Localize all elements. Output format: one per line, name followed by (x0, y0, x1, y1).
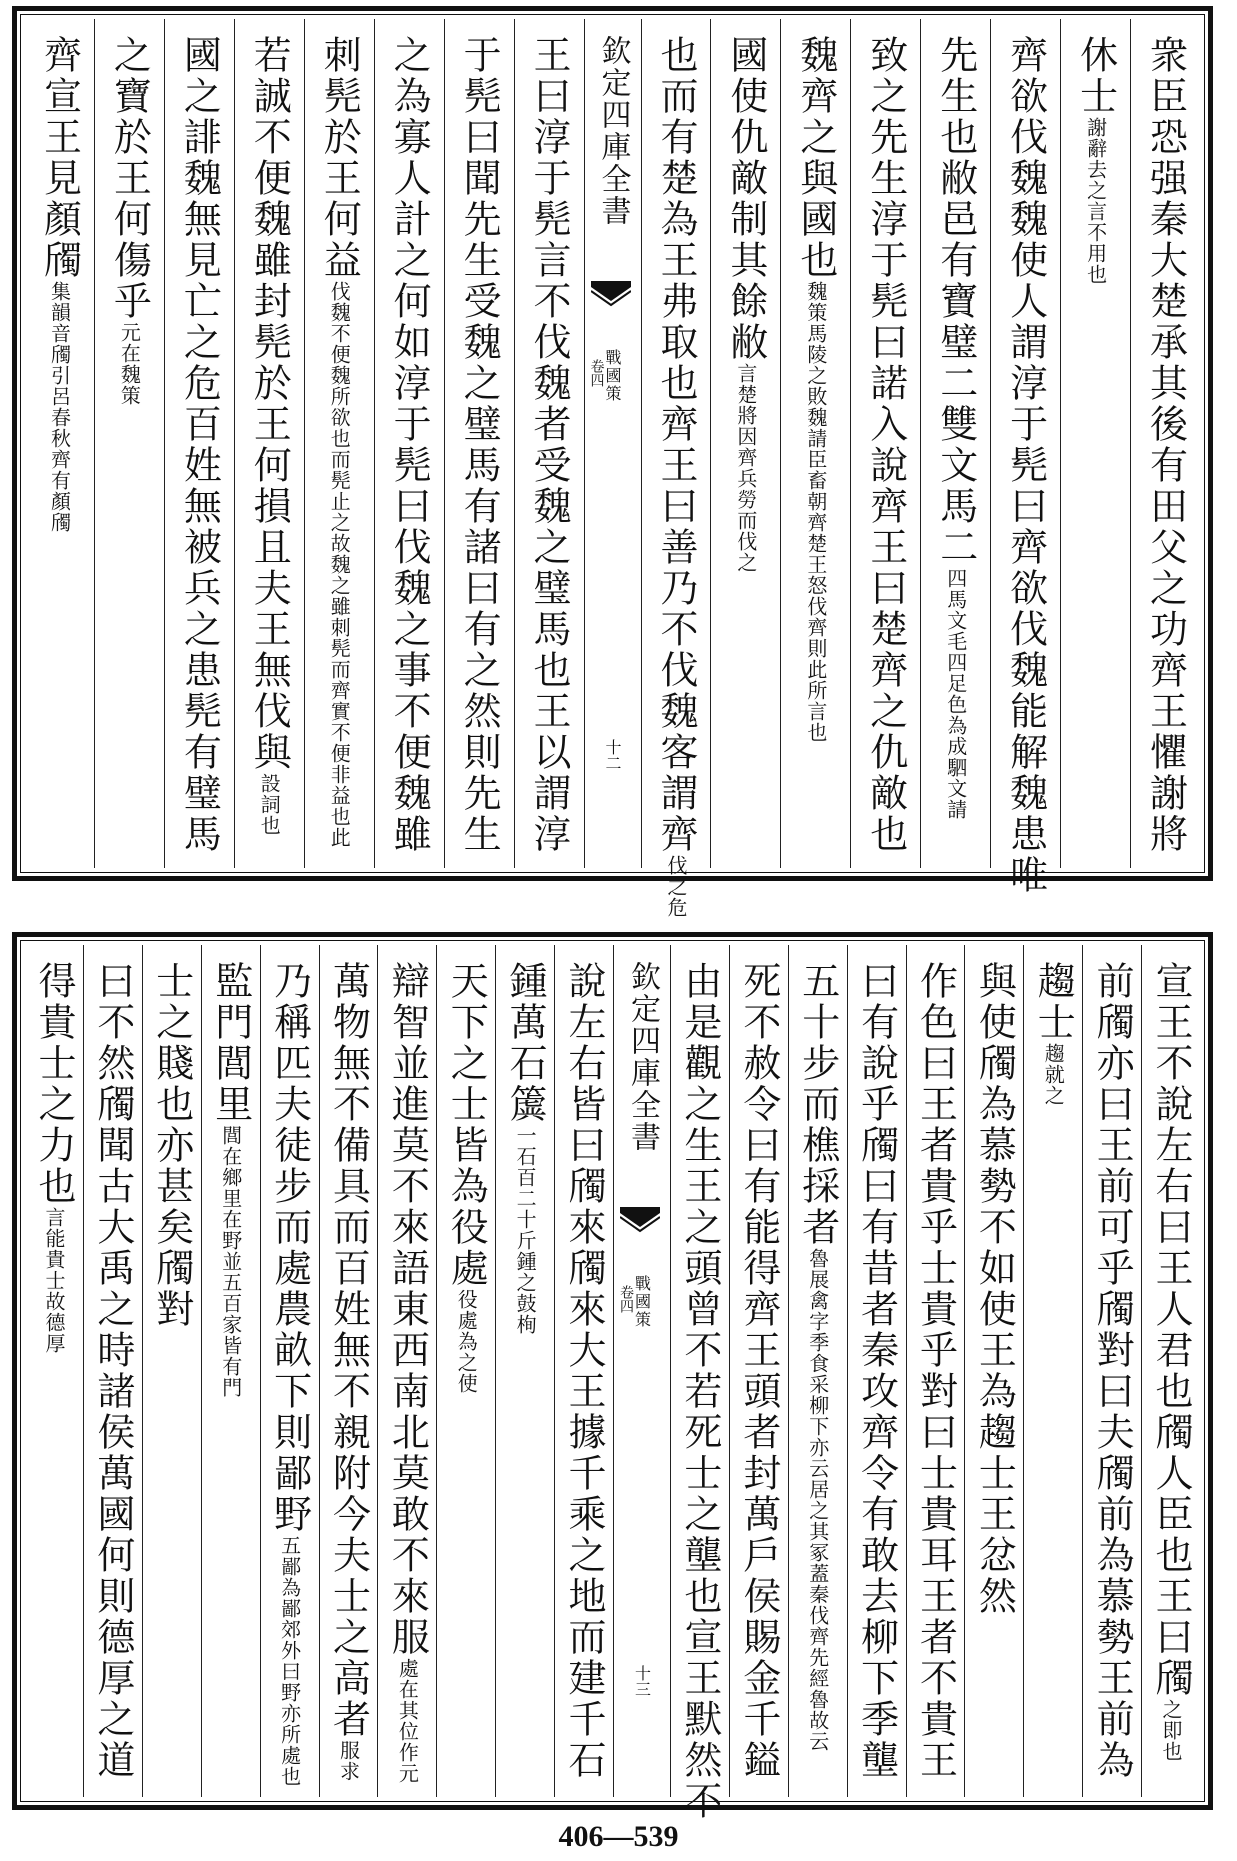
main-text: 乃稱匹夫徒步而處農畝下則鄙野 (267, 961, 312, 1535)
text-column (1130, 19, 1200, 868)
main-text: 由是觀之生王之頭曾不若死士之壟也宣王默然不 (677, 961, 722, 1822)
main-text: 先生也敝邑有寶璧二雙文馬二 (933, 35, 978, 568)
main-text: 國使仇敵制其餘敝 (723, 35, 768, 363)
text-column (920, 19, 990, 868)
main-text: 萬物無不備具而百姓無不親附今夫士之高者 (326, 961, 371, 1740)
text-column (83, 945, 142, 1797)
main-text: 監門閭里 (208, 961, 253, 1125)
main-text: 說左右皆曰斶來斶來大王據千乘之地而建千石 (562, 961, 607, 1781)
bottom-columns (25, 945, 1200, 1822)
commentary-note: 趨就之 (1041, 1043, 1066, 1106)
text-column (377, 945, 436, 1797)
text-column (495, 945, 554, 1797)
commentary-note: 伐之危 (663, 855, 688, 918)
text-column (142, 945, 201, 1797)
commentary-note: 魯展禽字季食采柳下亦云居之其冢蓋秦伐齊先經魯故云 (805, 1248, 830, 1752)
main-text: 得貴士之力也 (32, 961, 77, 1207)
main-text: 衆臣恐强秦大楚承其後有田父之功齊王懼謝將 (1143, 35, 1188, 855)
text-column (304, 19, 374, 868)
main-text: 趨士 (1031, 961, 1076, 1043)
text-column (514, 19, 584, 868)
text-column (964, 945, 1023, 1797)
main-text: 之為寡人計之何如淳于髡曰伐魏之事不便魏雖 (387, 35, 432, 855)
text-column (554, 945, 613, 1797)
folio-number: 十三 (632, 1665, 652, 1697)
main-text: 天下之士皆為役處 (444, 961, 489, 1289)
main-text: 五十步而樵採者 (795, 961, 840, 1248)
fish-tail-icon (620, 1207, 660, 1233)
top-columns (25, 19, 1200, 918)
fish-tail-icon (591, 281, 631, 307)
main-text: 齊宣王見顏斶 (37, 35, 82, 281)
text-column (1023, 945, 1082, 1797)
page-number: 406—539 (558, 1820, 679, 1853)
main-text: 國之誹魏無見亡之危百姓無被兵之患髡有璧馬 (177, 35, 222, 855)
commentary-note: 謝辭去之言不用也 (1083, 117, 1108, 285)
main-text: 曰不然斶聞古大禹之時諸侯萬國何則德厚之道 (90, 961, 135, 1781)
text-column (201, 945, 260, 1797)
commentary-note: 伐魏不便魏所欲也而髡止之故魏之雖刺髡而齊實不便非益也此 (327, 281, 352, 848)
center-margin (584, 19, 641, 868)
commentary-note: 元在魏策 (117, 322, 142, 406)
text-column (850, 19, 920, 868)
text-column (1082, 945, 1141, 1797)
text-column (164, 19, 234, 868)
text-column (94, 19, 164, 868)
text-column (319, 945, 378, 1797)
main-text: 與使斶為慕勢不如使王為趨士王忿然 (972, 961, 1017, 1617)
collection-title: 欽定四庫全書 (624, 961, 660, 1153)
main-text: 于髡曰聞先生受魏之璧馬有諸曰有之然則先生 (457, 35, 502, 855)
main-text: 士之賤也亦甚矣斶對 (149, 961, 194, 1330)
book-title: 戰國策 (603, 349, 622, 403)
main-text: 之寶於王何傷乎 (107, 35, 152, 322)
commentary-note: 言能貴士故德厚 (42, 1207, 67, 1354)
commentary-note: 五鄙為鄙郊外曰野亦所處也 (277, 1535, 302, 1787)
text-column (729, 945, 788, 1797)
main-text: 魏齊之與國也 (793, 35, 838, 281)
text-column (25, 19, 94, 868)
center-margin (613, 945, 670, 1797)
text-column (710, 19, 780, 868)
main-text: 曰有說乎斶曰有昔者秦攻齊令有敢去柳下季壟 (854, 961, 899, 1781)
text-column (1141, 945, 1200, 1797)
main-text: 若誠不便魏雖封髡於王何損且夫王無伐與 (247, 35, 292, 773)
book-title: 戰國策 (632, 1275, 652, 1329)
text-column (260, 945, 319, 1797)
commentary-note: 役處為之使 (454, 1289, 479, 1394)
main-text: 休士 (1073, 35, 1118, 117)
main-text: 刺髡於王何益 (317, 35, 362, 281)
commentary-note: 一石百二十斤鍾之鼓栒 (513, 1125, 538, 1335)
volume-label: 卷四 (617, 1285, 634, 1313)
text-column (25, 945, 83, 1797)
commentary-note: 服求 (336, 1740, 361, 1782)
commentary-note: 設詞也 (257, 773, 282, 836)
top-page-frame (12, 6, 1213, 918)
text-column (374, 19, 444, 868)
text-column (780, 19, 850, 868)
folio-number: 十二 (603, 739, 622, 771)
text-column (1060, 19, 1130, 868)
main-text: 前斶亦曰王前可乎斶對曰夫斶前為慕勢王前為 (1090, 961, 1135, 1781)
text-column (234, 19, 304, 868)
main-text: 致之先生淳于髡曰諾入說齊王曰楚齊之仇敵也 (863, 35, 908, 855)
text-column (906, 945, 965, 1797)
text-column (641, 19, 711, 918)
commentary-note: 言楚將因齊兵勞而伐之 (733, 363, 758, 573)
commentary-note: 之即也 (1159, 1699, 1184, 1762)
main-text: 也而有楚為王弗取也齊王曰善乃不伐魏客謂齊 (653, 35, 698, 855)
text-column (788, 945, 847, 1797)
text-column (990, 19, 1060, 896)
bottom-page-frame (12, 932, 1213, 1822)
text-column (670, 945, 729, 1822)
text-column (436, 945, 495, 1797)
main-text: 宣王不說左右曰王人君也斶人臣也王曰斶 (1149, 961, 1194, 1699)
text-column (444, 19, 514, 868)
commentary-note: 閭在鄉里在野並五百家皆有門 (218, 1125, 243, 1398)
text-column (847, 945, 906, 1797)
main-text: 死不赦令曰有能得齊王頭者封萬戶侯賜金千鎰 (736, 961, 781, 1781)
main-text: 作色曰王者貴乎士貴乎對曰士貴耳王者不貴王 (913, 961, 958, 1781)
main-text: 王曰淳于髡言不伐魏者受魏之璧馬也王以謂淳 (527, 35, 572, 855)
main-text: 齊欲伐魏魏使人謂淳于髡曰齊欲伐魏能解魏患唯 (1003, 35, 1048, 896)
commentary-note: 魏策馬陵之敗魏請臣畜朝齊楚王怒伐齊則此所言也 (803, 281, 828, 743)
main-text: 辯智並進莫不來語東西南北莫敢不來服 (385, 961, 430, 1658)
collection-title: 欽定四庫全書 (595, 35, 631, 227)
volume-label: 卷四 (588, 359, 605, 387)
commentary-note: 集韻音斶引呂春秋齊有顏斶 (47, 281, 72, 533)
commentary-note: 處在其位作元 (395, 1658, 420, 1784)
main-text: 鍾萬石簴 (503, 961, 548, 1125)
commentary-note: 四馬文毛四足色為成駟文請 (943, 568, 968, 820)
